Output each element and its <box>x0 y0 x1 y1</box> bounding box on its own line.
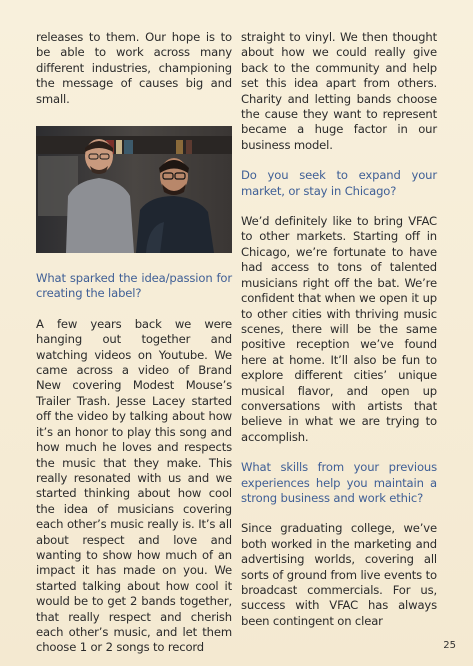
question-3: What skills from your previous experiences help you maintain a strong business and work ethic? <box>241 460 437 505</box>
answer-3: Since graduating college, we’ve both worked in the marketing and advertising worlds, covering all sorts of ground from live events to broadcast commercials. For us, success with VFAC has always been contingent on clear <box>241 521 437 628</box>
question-2: Do you seek to expand your market, or stay in Chicago? <box>241 168 437 198</box>
left-column <box>36 30 232 656</box>
right-column <box>241 30 437 629</box>
answer-2: We’d definitely like to bring VFAC to other markets. Starting off in Chicago, we’re fortunate to have had access to tons of talented musicians right off the bat. We’re confident that when we open it up to other cities with thriving music scenes, there will be the same positive reception we’ve found here at home. It’ll also be fun to explore different cities’ unique musical flavor, and open up conversations with artists that believe in what we are trying to accomplish. <box>241 214 437 444</box>
answer-1-continued: straight to vinyl. We then thought about how we could really give back to the community and help set this idea apart from others. Charity and letting bands choose the cause they want to represent became a huge factor in our business model. <box>241 30 437 152</box>
photo-illustration <box>36 126 232 253</box>
page-number: 25 <box>443 640 456 651</box>
answer-1: A few years back we were hanging out together and watching videos on Youtube. We came across a video of Brand New covering Modest Mouse’s Trailer Trash. Jesse Lacey started off the video by talking about how it’s an honor to play this song and how much he loves and respects the music that they make. This really resonated with us and we started thinking about how cool the idea of musicians covering each other’s music really is. It’s all about respect and love and wanting to show how much of an impact it has made on you. We started talking about how cool it would be to get 2 bands together, that really respect and cherish each other’s music, and let them choose 1 or 2 songs to record <box>36 316 232 655</box>
founders-photo <box>36 126 232 253</box>
intro-paragraph: releases to them. Our hope is to be able to work across many different industries, championing the message of causes big and small. <box>36 30 232 106</box>
question-1: What sparked the idea/passion for creating the label? <box>36 271 232 301</box>
